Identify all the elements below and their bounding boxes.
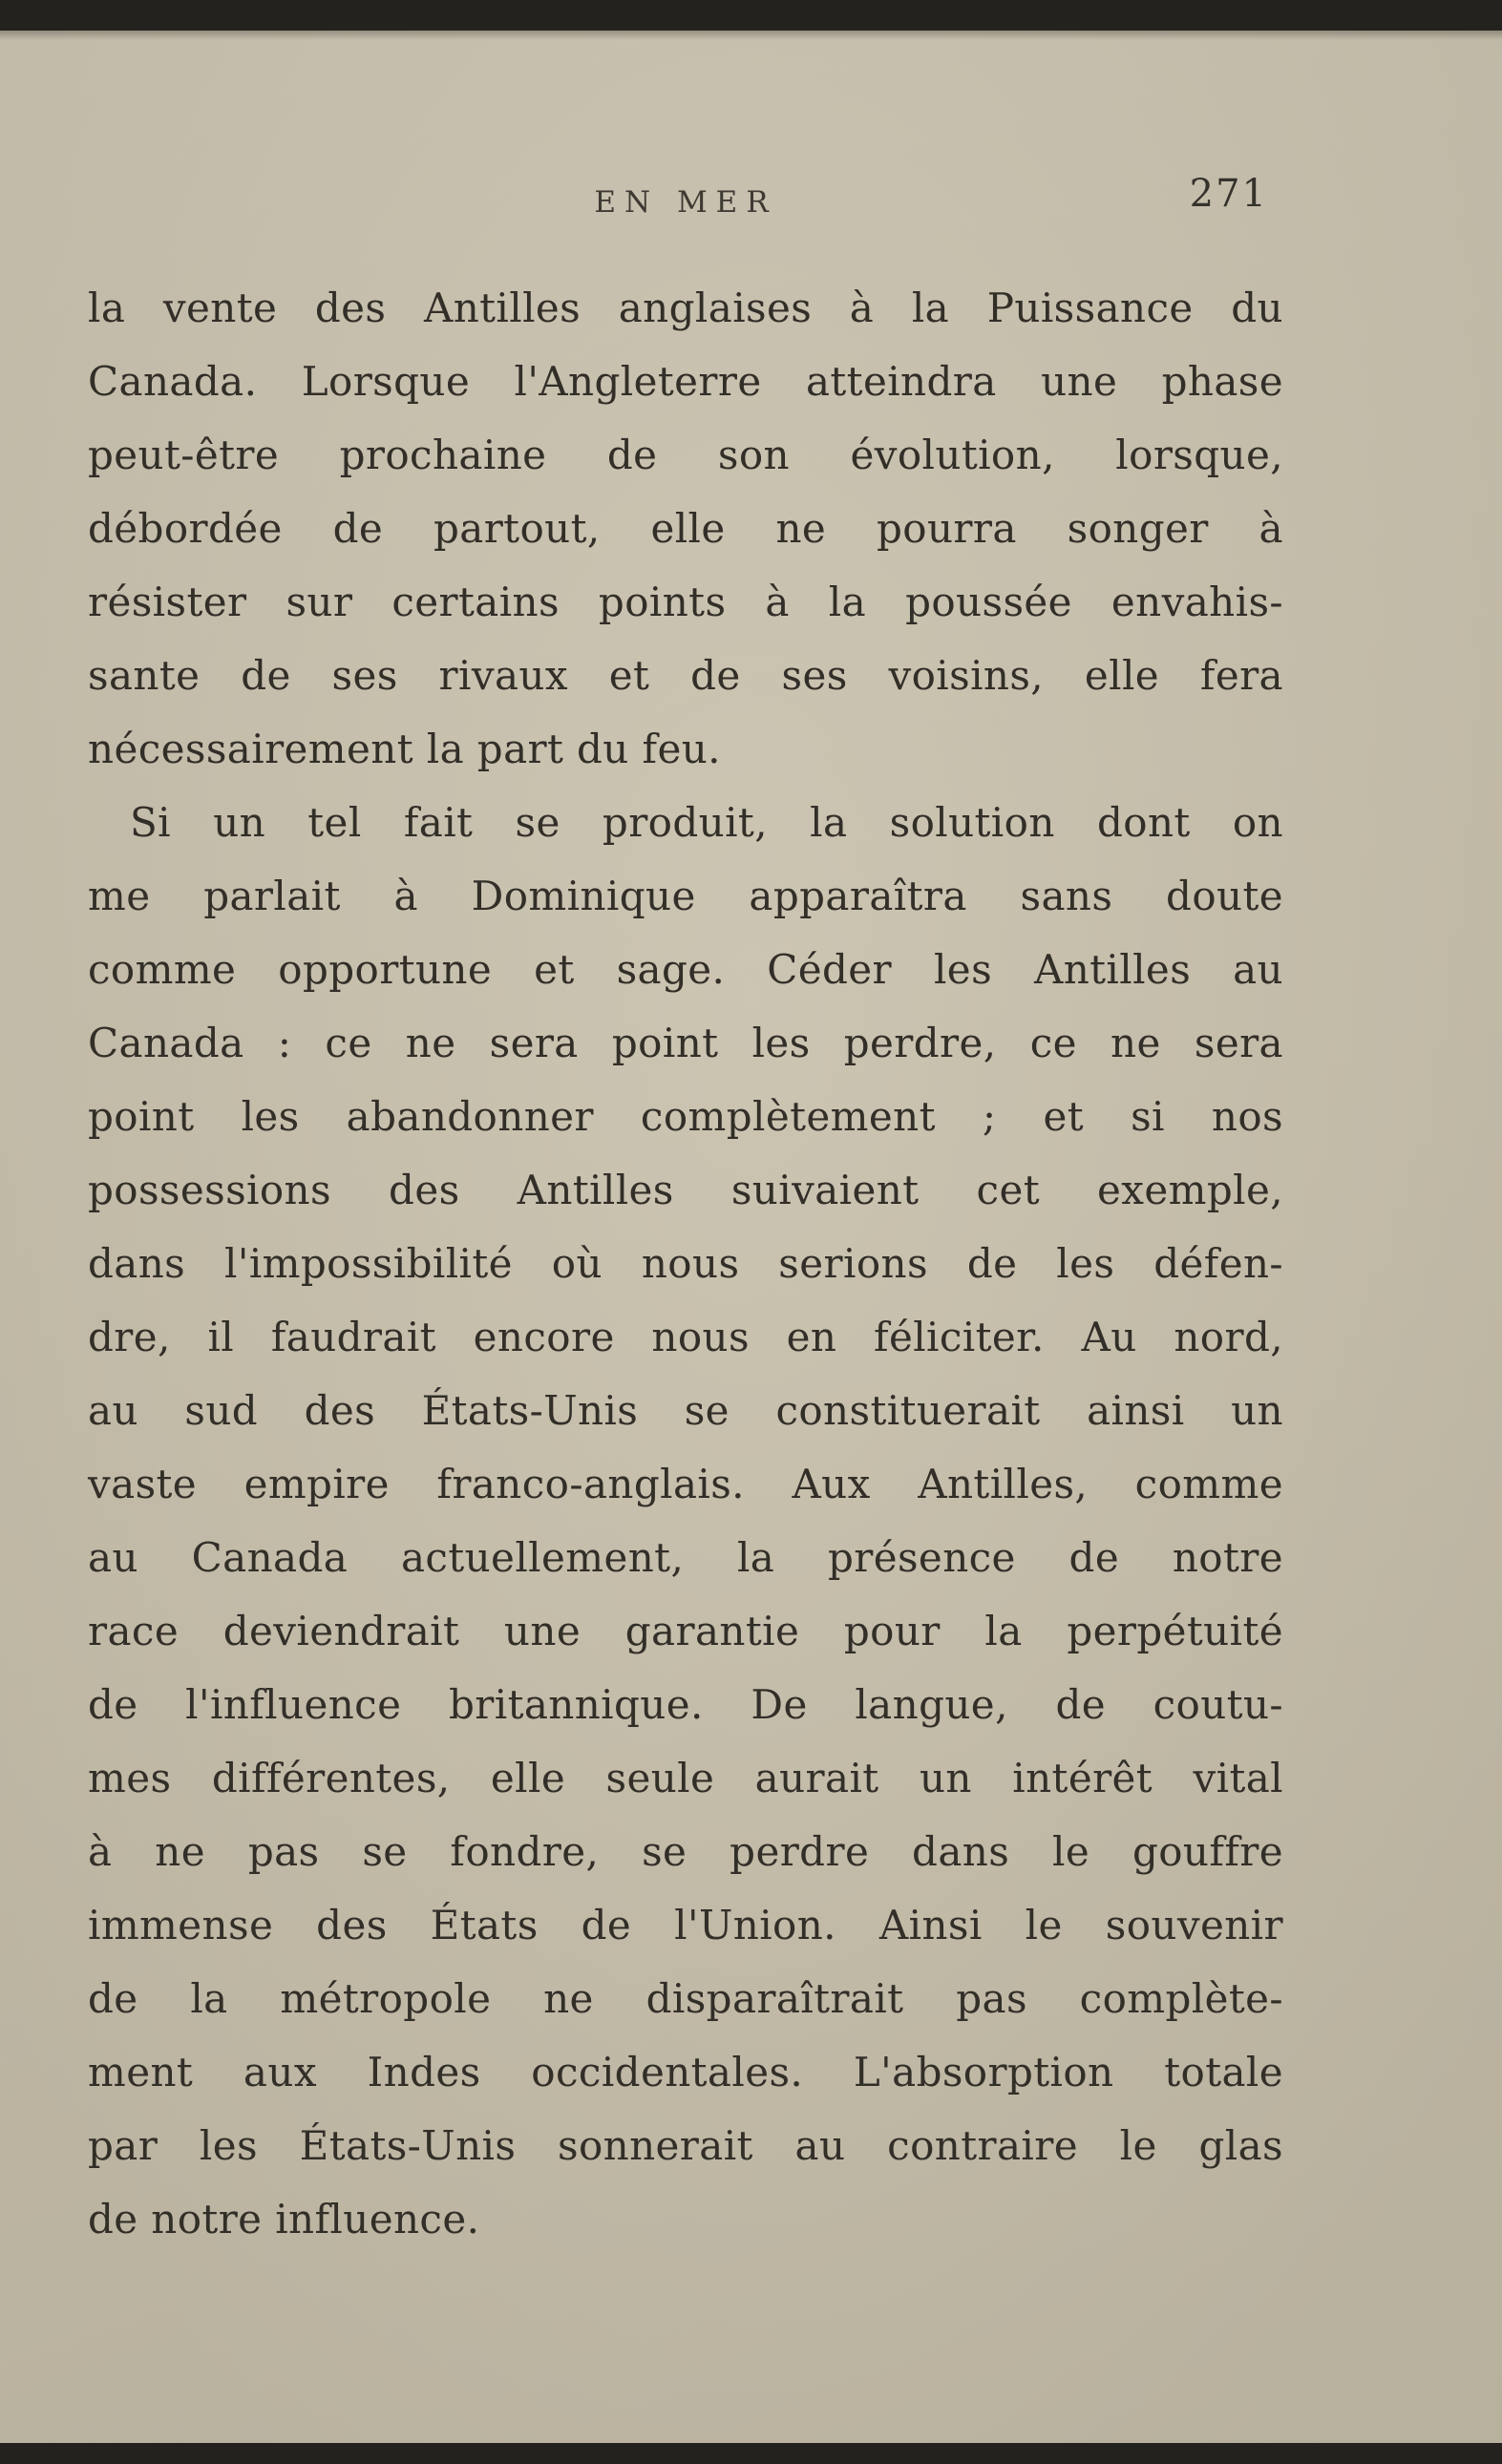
text-line: dans l'impossibilité où nous serions de les défen- <box>88 1240 1283 1287</box>
text-line: dre, il faudrait encore nous en féliciter. Au nord, <box>88 1314 1283 1360</box>
running-title: EN MER <box>594 185 777 220</box>
text-line: Canada : ce ne sera point les perdre, ce ne sera <box>88 1020 1283 1066</box>
body-text <box>88 271 1283 2256</box>
page-header <box>88 172 1283 229</box>
text-line: peut-être prochaine de son évolution, lorsque, <box>88 432 1283 478</box>
text-line: résister sur certains points à la poussée envahis- <box>88 579 1283 625</box>
page-number: 271 <box>1189 172 1268 216</box>
text-line: à ne pas se fondre, se perdre dans le gouffre <box>88 1828 1283 1875</box>
text-line: point les abandonner complètement ; et si nos <box>88 1093 1283 1140</box>
text-line: au sud des États-Unis se constituerait ainsi un <box>88 1387 1283 1434</box>
text-line: comme opportune et sage. Céder les Antilles au <box>88 946 1283 993</box>
text-line: sante de ses rivaux et de ses voisins, elle fera <box>88 652 1283 699</box>
text-line: de l'influence britannique. De langue, de coutu- <box>88 1681 1283 1728</box>
page-top-shadow <box>0 31 1502 40</box>
text-line: nécessairement la part du feu. <box>88 726 721 772</box>
text-line: Canada. Lorsque l'Angleterre atteindra une phase <box>88 358 1283 405</box>
text-line: par les États-Unis sonnerait au contraire le glas <box>88 2122 1283 2169</box>
text-line: mes différentes, elle seule aurait un intérêt vital <box>88 1755 1283 1801</box>
text-line: race deviendrait une garantie pour la perpétuité <box>88 1608 1283 1654</box>
text-line: me parlait à Dominique apparaîtra sans doute <box>88 873 1283 919</box>
text-line: possessions des Antilles suivaient cet exemple, <box>88 1167 1283 1213</box>
text-line: vaste empire franco-anglais. Aux Antilles, comme <box>88 1461 1283 1507</box>
text-line: au Canada actuellement, la présence de notre <box>88 1534 1283 1581</box>
text-line: ment aux Indes occidentales. L'absorption totale <box>88 2049 1283 2095</box>
text-line: de notre influence. <box>88 2196 480 2243</box>
text-line: Si un tel fait se produit, la solution dont on <box>130 799 1283 846</box>
text-line: de la métropole ne disparaîtrait pas complète- <box>88 1975 1283 2022</box>
text-line: débordée de partout, elle ne pourra songer à <box>88 505 1283 552</box>
paper-page <box>0 31 1502 2443</box>
text-line: la vente des Antilles anglaises à la Puissance du <box>88 284 1283 331</box>
text-line: immense des États de l'Union. Ainsi le souvenir <box>88 1902 1283 1948</box>
